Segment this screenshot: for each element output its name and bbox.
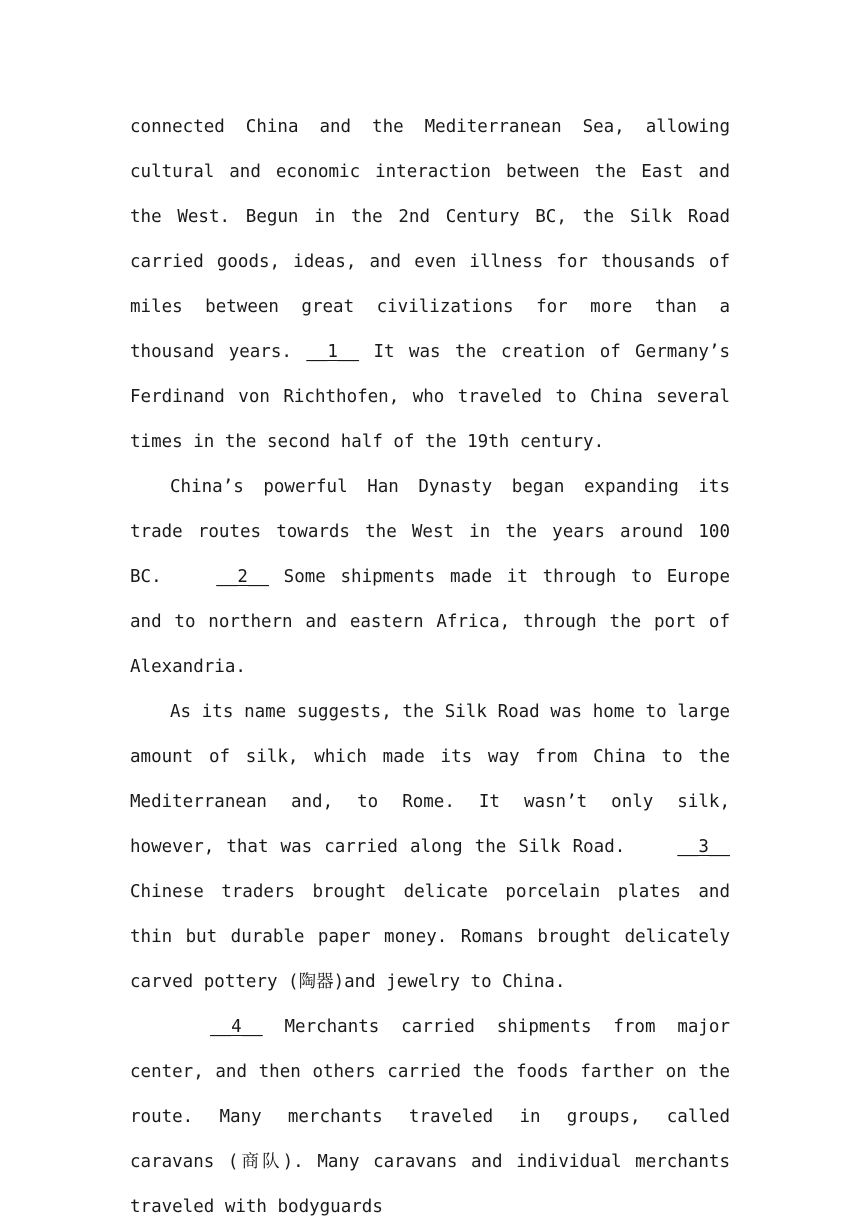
- blank-4: __4__: [210, 1017, 263, 1037]
- blank-1: __1__: [306, 342, 360, 362]
- blank-2: __2__: [216, 567, 269, 587]
- paragraph-2: [130, 465, 730, 690]
- paragraph-3: [130, 690, 730, 1005]
- paragraph-1-text-a: connected China and the Mediterranean Sea, allowing cultural and economic interaction between the East and the West. Begun in the 2nd Century BC, the Silk Road carried goods, ideas, and even illness for thousands of miles between great civilizations for more than a thousand years.: [130, 117, 730, 362]
- paragraph-4-text-a: Merchants carried shipments from major center, and then others carried the foods farther on the route. Many merchants traveled in groups, called caravans (商队). Many caravans and individual merchants traveled with bodyguards: [130, 1017, 730, 1217]
- paragraph-2-text-a: China’s powerful Han Dynasty began expanding its trade routes towards the West in the years around 100 BC.: [130, 477, 730, 587]
- paragraph-1: [130, 105, 730, 465]
- paragraph-3-text-b: Chinese traders brought delicate porcelain plates and thin but durable paper money. Romans brought delicately carved pottery (陶器)and jewelry to China.: [130, 882, 730, 992]
- paragraph-4: [130, 1005, 730, 1230]
- paragraph-2-text-b: Some shipments made it through to Europe and to northern and eastern Africa, through the port of Alexandria.: [130, 567, 730, 677]
- paragraph-1-text-b: It was the creation of Germany’s Ferdinand von Richthofen, who traveled to China several times in the second half of the 19th century.: [130, 342, 731, 452]
- document-page: [130, 105, 730, 1230]
- blank-3: __3__: [677, 837, 730, 857]
- paragraph-3-text-a: As its name suggests, the Silk Road was home to large amount of silk, which made its way from China to the Mediterranean and, to Rome. It wasn’t only silk, however, that was carried along the Silk Road.: [130, 702, 730, 857]
